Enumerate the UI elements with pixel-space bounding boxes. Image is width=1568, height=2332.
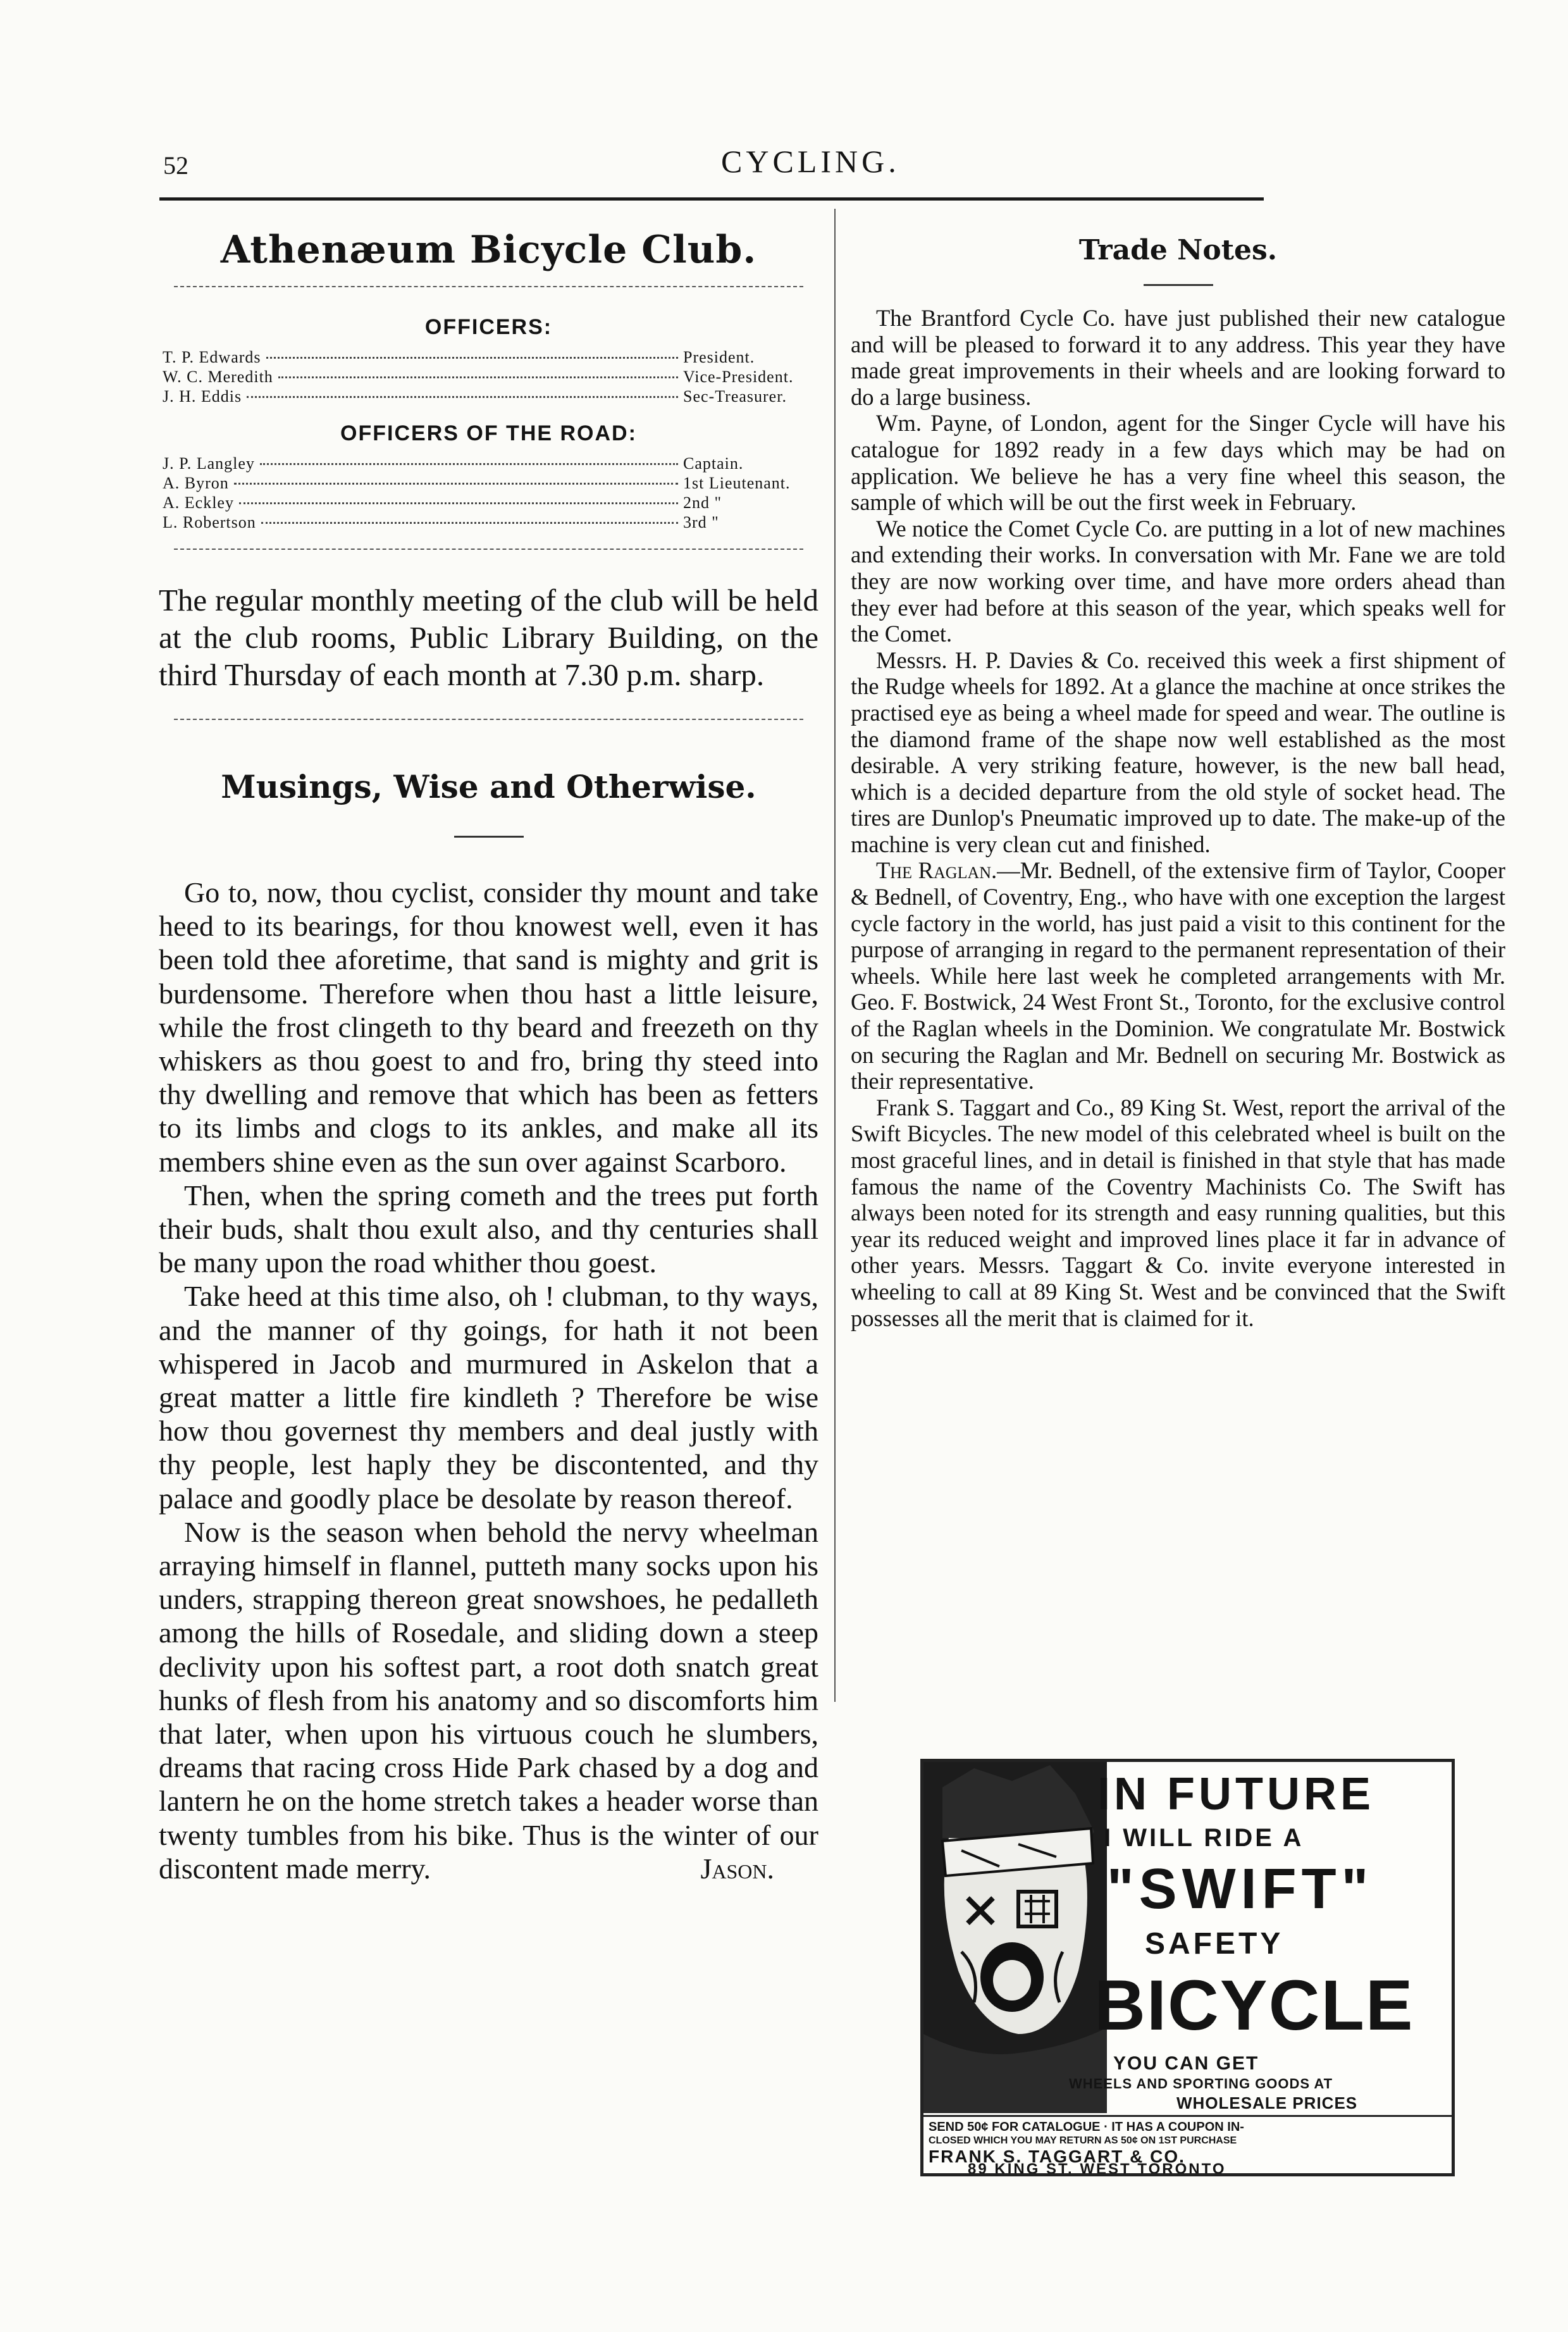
ad-headline: IN FUTURE: [1097, 1769, 1374, 1820]
ad-text-line: WHOLESALE PRICES: [1176, 2093, 1358, 2112]
ad-text-line: YOU CAN GET: [1113, 2053, 1259, 2074]
officer-position: Sec-Treasurer.: [683, 387, 787, 406]
trade-note-lead: The Raglan.: [876, 857, 997, 884]
bandaged-cyclist-face-illustration: [923, 1762, 1107, 2113]
ad-product: BICYCLE: [1094, 1966, 1414, 2045]
swift-bicycle-advertisement: [920, 1759, 1455, 2176]
short-rule: [454, 836, 524, 838]
officer-name: A. Byron: [163, 474, 229, 492]
officer-position: Captain.: [683, 454, 744, 473]
ad-divider: [923, 2115, 1452, 2117]
ad-text-line: I WILL RIDE A: [1104, 1824, 1304, 1852]
club-title: Athenæum Bicycle Club.: [220, 228, 757, 272]
road-officers-list: [155, 454, 822, 532]
trade-notes-title: Trade Notes.: [1078, 234, 1278, 266]
officer-row: [163, 473, 816, 493]
musings-paragraph: Take heed at this time also, oh ! clubman, to thy ways, and the manner of thy goings, for hath it not been whispered in Jacob and murmured in Askelon that a great matter a little fire kindleth ? Therefore be wise how thou governest thy members and deal justly with thy people, lest haply they be discontented, and thy palace and goodly place be desolate by reason thereof.: [159, 1280, 818, 1515]
signature: Jason.: [700, 1852, 774, 1885]
ad-address: 89 KING ST. WEST TORONTO: [968, 2161, 1226, 2176]
left-column: [155, 228, 822, 1885]
page-number: 52: [163, 151, 188, 180]
divider: [174, 286, 803, 287]
ad-company: FRANK S. TAGGART & CO.: [929, 2147, 1185, 2166]
short-rule: [1144, 284, 1213, 286]
trade-note: Frank S. Taggart and Co., 89 King St. West, report the arrival of the Swift Bicycles. The new model of this celebrated wheel is built on the most graceful lines, and in detail is finished in that style that has made famous the name of the Coventry Machinists Co. The Swift has always been noted for its strength and easy running qualities, but this year its reduced weight and improved lines place it far in advance of other years. Messrs. Taggart & Co. invite everyone interested in wheeling to call at 89 King St. West and be convinced that the Swift possesses all the merit that is claimed for it.: [851, 1094, 1505, 1331]
officer-row: [163, 387, 816, 406]
trade-note: We notice the Comet Cycle Co. are putting in a lot of new machines and extending their works. In conversation with Mr. Fane we are told they are now working over time, and have more orders ahead than they ever had before at this season of the year, which speaks well for the Comet.: [851, 515, 1505, 647]
officer-name: J. H. Eddis: [163, 387, 242, 406]
officer-name: J. P. Langley: [163, 454, 255, 473]
ad-text-line: WHEELS AND SPORTING GOODS AT: [1069, 2076, 1333, 2092]
trade-note: Messrs. H. P. Davies & Co. received this week a first shipment of the Rudge wheels for 1892. At a glance the machine at once strikes the practised eye as being a wheel made for speed and wear. The outline is the diamond frame of the shape now well established as the most desirable. A very striking feature, however, is the new ball head, which is a decided departure from the old style of socket head. The tires are Dunlop's Pneumatic improved up to date. The make-up of the machine is very clean cut and finished.: [851, 647, 1505, 857]
musings-paragraph: Then, when the spring cometh and the trees put forth their buds, shalt thou exult also, and thy centuries shall be many upon the road whither thou goest.: [159, 1179, 818, 1279]
officer-name: T. P. Edwards: [163, 348, 261, 366]
officer-position: 3rd ": [683, 513, 719, 531]
officer-name: L. Robertson: [163, 513, 256, 531]
divider: [174, 549, 803, 550]
trade-note: The Brantford Cycle Co. have just published their new catalogue and will be pleased to forward it to any address. This year they have made great improvements in their wheels and are looking forward to do a large business.: [851, 305, 1505, 410]
officer-name: A. Eckley: [163, 493, 234, 512]
officer-position: 2nd ": [683, 493, 722, 512]
musings-body: [155, 876, 822, 1885]
road-officers-heading: OFFICERS OF THE ROAD:: [340, 421, 637, 445]
trade-notes-body: [844, 305, 1512, 1331]
running-title: CYCLING.: [721, 144, 900, 179]
ad-text-line: SEND 50¢ FOR CATALOGUE · IT HAS A COUPON IN-: [929, 2120, 1244, 2134]
trade-note: Wm. Payne, of London, agent for the Singer Cycle will have his catalogue for 1892 ready in a few days which may be had on application. We believe he has a very fine wheel this season, the sample of which will be out the first week in February.: [851, 410, 1505, 516]
musings-paragraph: Go to, now, thou cyclist, consider thy mount and take heed to its bearings, for thou knowest well, even it has been told thee aforetime, that sand is mighty and grit is burdensome. Therefore when thou hast a little leisure, while the frost clingeth to thy beard and freezeth on thy whiskers as thou goest to and fro, bring thy steed into thy dwelling and remove that which has been as fetters to its limbs and clogs to its ankles, and make all its members shine even as the sun over against Scarboro.: [159, 876, 818, 1178]
ad-text-line: CLOSED WHICH YOU MAY RETURN AS 50¢ ON 1ST PURCHASE: [929, 2135, 1237, 2146]
musings-paragraph: Now is the season when behold the nervy wheelman arraying himself in flannel, putteth many socks upon his unders, strapping thereon great snowshoes, he pedalleth among the hills of Rosedale, and sliding down a steep declivity upon his softest part, a root doth snatch great hunks of flesh from his anatomy and so discomforts him that later, when upon his virtuous couch he slumbers, dreams that racing cross Hide Park chased by a dog and lantern he on the home stretch takes a header worse than twenty tumbles from his bike. Thus is the winter of our discontent made merry. Jason.: [159, 1515, 818, 1885]
officer-position: 1st Lieutenant.: [683, 474, 791, 492]
officer-row: [163, 512, 816, 532]
officer-row: [163, 454, 816, 473]
musings-title: Musings, Wise and Otherwise.: [221, 768, 756, 805]
divider: [174, 719, 803, 720]
column-divider: [834, 209, 836, 1702]
header-rule: [159, 197, 1264, 201]
officer-name: W. C. Meredith: [163, 368, 273, 386]
meeting-notice: The regular monthly meeting of the club will be held at the club rooms, Public Library Building, on the third Thursday of each month at 7.30 p.m. sharp.: [159, 583, 818, 692]
officer-position: President.: [683, 348, 755, 366]
ad-text-line: SAFETY: [1145, 1927, 1284, 1961]
officers-heading: OFFICERS:: [424, 315, 553, 339]
officer-position: Vice-President.: [683, 368, 794, 386]
officer-row: [163, 347, 816, 367]
trade-note: The Raglan.—Mr. Bednell, of the extensive firm of Taylor, Cooper & Bednell, of Coventry, Eng., who have with one exception the largest cycle factory in the world, has just paid a visit to this continent for the purpose of arranging in regard to the permanent representation of their wheels. While here last week he completed arrangements with Mr. Geo. F. Bostwick, 24 West Front St., Toronto, for the exclusive control of the Raglan wheels in the Dominion. We congratulate Mr. Bostwick on securing the Raglan and Mr. Bednell on securing Mr. Bostwick as their representative.: [851, 857, 1505, 1095]
officer-row: [163, 367, 816, 387]
officer-row: [163, 493, 816, 512]
ad-brand: "SWIFT": [1107, 1858, 1374, 1921]
right-column: [844, 234, 1512, 1331]
officers-list: [155, 347, 822, 406]
